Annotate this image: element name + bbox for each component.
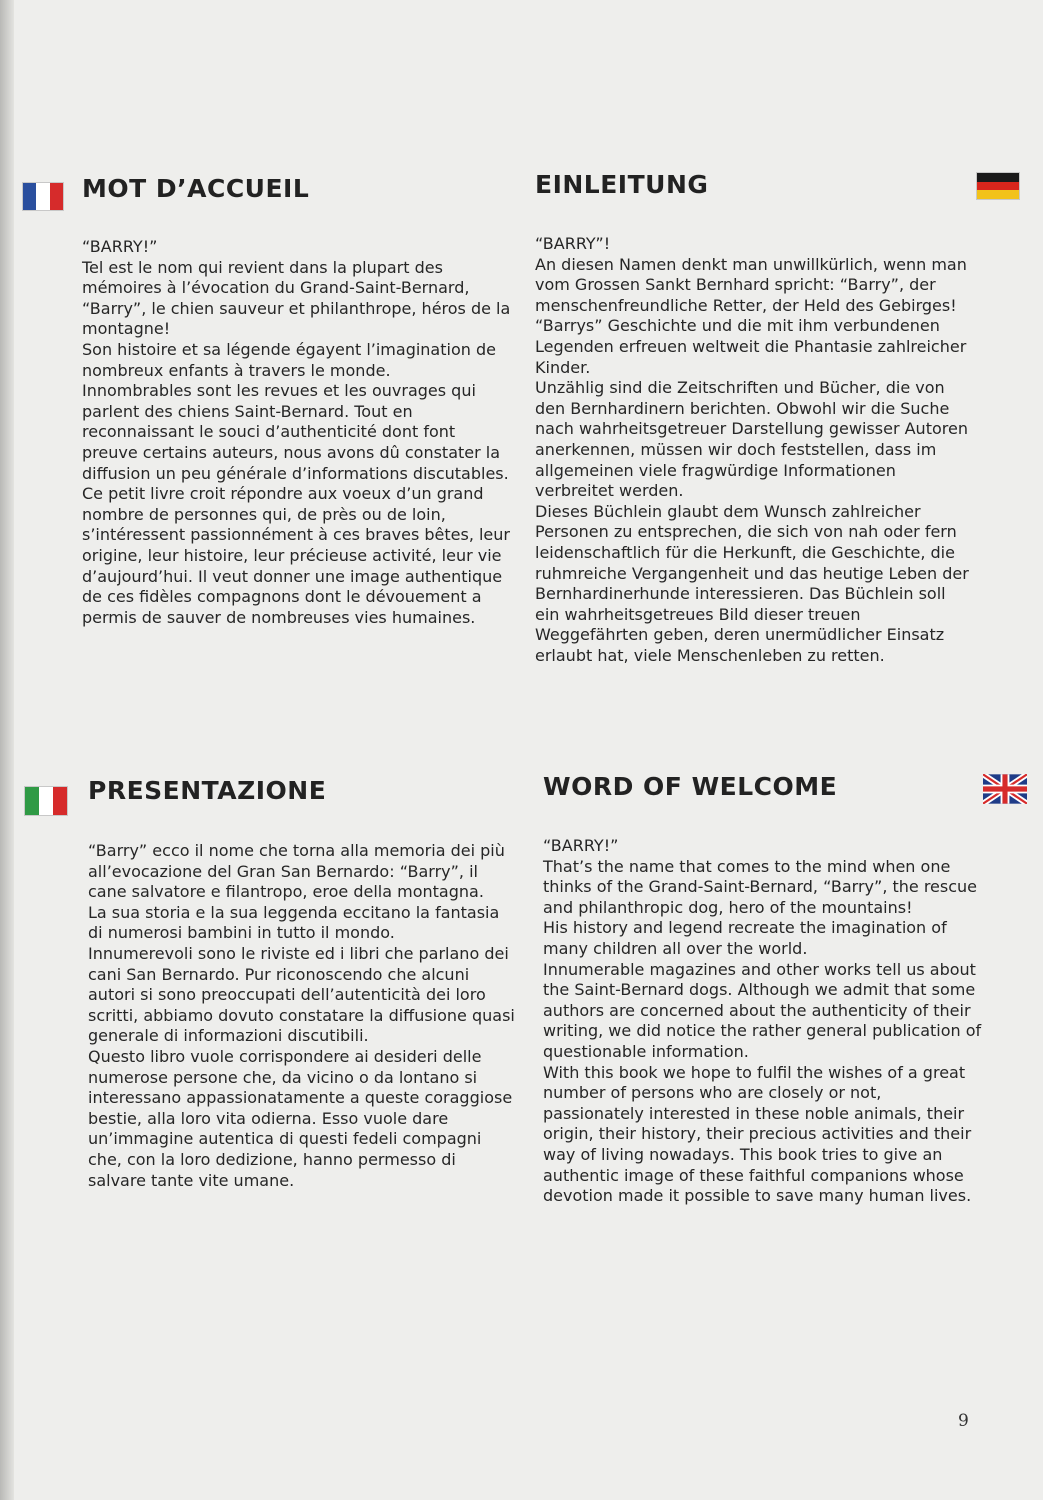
page-number: 9 bbox=[958, 1411, 969, 1431]
paragraph: La sua storia e la sua leggenda eccitano la fantasia di numerosi bambini in tutto il mondo. bbox=[88, 902, 500, 943]
flag-band bbox=[36, 183, 49, 210]
flag-band bbox=[50, 183, 63, 210]
english-section-title: WORD OF WELCOME bbox=[543, 772, 838, 801]
flag-band bbox=[39, 787, 53, 815]
paragraph: Questo libro vuole corrispondere ai desideri delle numerose persone che, da vicino o da lontano si interessano appassionatamente a queste coraggiose bestie, alla loro vita odierna. Esso vuole dare un’immagine autentica di questi fedeli compagni che, con la loro dedizione, hanno permesso di salvare tante vite umane. bbox=[88, 1046, 513, 1190]
paragraph: An diesen Namen denkt man unwillkürlich, wenn man vom Grossen Sankt Bernhard spricht: “Barry”, der menschenfreundliche Retter, der Held des Gebirges! bbox=[535, 254, 967, 315]
german-section-text bbox=[535, 234, 975, 666]
french-flag-icon bbox=[22, 182, 64, 211]
german-flag-icon bbox=[976, 172, 1020, 200]
paragraph: “Barrys” Geschichte und die mit ihm verbundenen Legenden erfreuen weltweit die Phantasie zahlreicher Kinder. bbox=[535, 316, 967, 377]
paragraph: Son histoire et sa légende égayent l’imagination de nombreux enfants à travers le monde. bbox=[82, 339, 496, 380]
flag-band bbox=[25, 787, 39, 815]
german-section-title: EINLEITUNG bbox=[535, 170, 709, 199]
italian-section-text bbox=[88, 841, 518, 1191]
paragraph: Ce petit livre croit répondre aux voeux d’un grand nombre de personnes qui, de près ou de loin, s’intéressent passionnément à ces braves bêtes, leur origine, leur histoire, leur précieuse activité, leur vie d’aujourd’hui. Il veut donner une image authentique de ces fidèles compagnons dont le dévouement a permis de sauver de nombreuses vies humaines. bbox=[82, 484, 510, 627]
flag-band bbox=[977, 190, 1019, 199]
paragraph: “BARRY”! bbox=[535, 234, 611, 253]
paragraph: With this book we hope to fulfil the wishes of a great number of persons who are closely or not, passionately interested in these noble animals, their origin, their history, their precious activities and their way of living nowadays. This book tries to give an authentic image of these faithful companions whose devotion made it possible to save many human lives. bbox=[543, 1062, 972, 1206]
union-jack-drawing bbox=[983, 774, 1027, 804]
flag-band bbox=[977, 182, 1019, 191]
english-section-text bbox=[543, 836, 983, 1207]
paragraph: His history and legend recreate the imagination of many children all over the world. bbox=[543, 918, 947, 958]
page-spine-shadow bbox=[0, 0, 14, 1500]
flag-band bbox=[53, 787, 67, 815]
paragraph: Innumerevoli sono le riviste ed i libri che parlano dei cani San Bernardo. Pur riconoscendo che alcuni autori si sono preoccupati dell’autenticità dei loro scritti, abbiamo dovuto constatare la diffusione quasi generale di informazioni discutibili. bbox=[88, 943, 515, 1046]
paragraph: Dieses Büchlein glaubt dem Wunsch zahlreicher Personen zu entsprechen, die sich von nah oder fern leidenschaftlich für die Herkunft, die Geschichte, die ruhmreiche Vergangenheit und das heutige Leben der Bernhardinerhunde interessieren. Das Büchlein soll ein wahrheitsgetreues Bild dieser treuen Weggefährten geben, deren unermüdlicher Einsatz erlaubt hat, viele Menschenleben zu retten. bbox=[535, 501, 969, 665]
paragraph: Innumerable magazines and other works tell us about the Saint-Bernard dogs. Although we admit that some authors are concerned about the authenticity of their writing, we did notice the rather general publication of questionable information. bbox=[543, 959, 982, 1061]
paragraph: “Barry” ecco il nome che torna alla memoria dei più all’evocazione del Gran San Bernardo: “Barry”, il cane salvatore e filantropo, eroe della montagna. bbox=[88, 841, 505, 902]
paragraph: That’s the name that comes to the mind when one thinks of the Grand-Saint-Bernard, “Barry”, the rescue and philanthropic dog, hero of the mountains! bbox=[543, 856, 978, 917]
paragraph: Innombrables sont les revues et les ouvrages qui parlent des chiens Saint-Bernard. Tout en reconnaissant le souci d’authenticité dont font preuve certains auteurs, nous avons dû constater la diffusion un peu générale d’informations discutables. bbox=[82, 381, 509, 483]
italian-section-title: PRESENTAZIONE bbox=[88, 776, 327, 805]
paragraph: “BARRY!” bbox=[543, 836, 619, 855]
french-section-title: MOT D’ACCUEIL bbox=[82, 174, 310, 203]
italian-flag-icon bbox=[24, 786, 68, 816]
french-section-text bbox=[82, 237, 514, 628]
paragraph: “BARRY!” bbox=[82, 237, 158, 256]
paragraph: Tel est le nom qui revient dans la plupart des mémoires à l’évocation du Grand-Saint-Bernard, “Barry”, le chien sauveur et philanthrope, héros de la montagne! bbox=[82, 257, 511, 339]
flag-band bbox=[977, 173, 1019, 182]
paragraph: Unzählig sind die Zeitschriften und Bücher, die von den Bernhardinern berichten. Obwohl wir die Suche nach wahrheitsgetreuer Darstellung gewisser Autoren anerkennen, müssen wir doch feststellen, dass im allgemeinen viele fragwürdige Informationen verbreitet werden. bbox=[535, 378, 968, 501]
union-jack-flag-icon bbox=[983, 774, 1027, 804]
flag-band bbox=[23, 183, 36, 210]
